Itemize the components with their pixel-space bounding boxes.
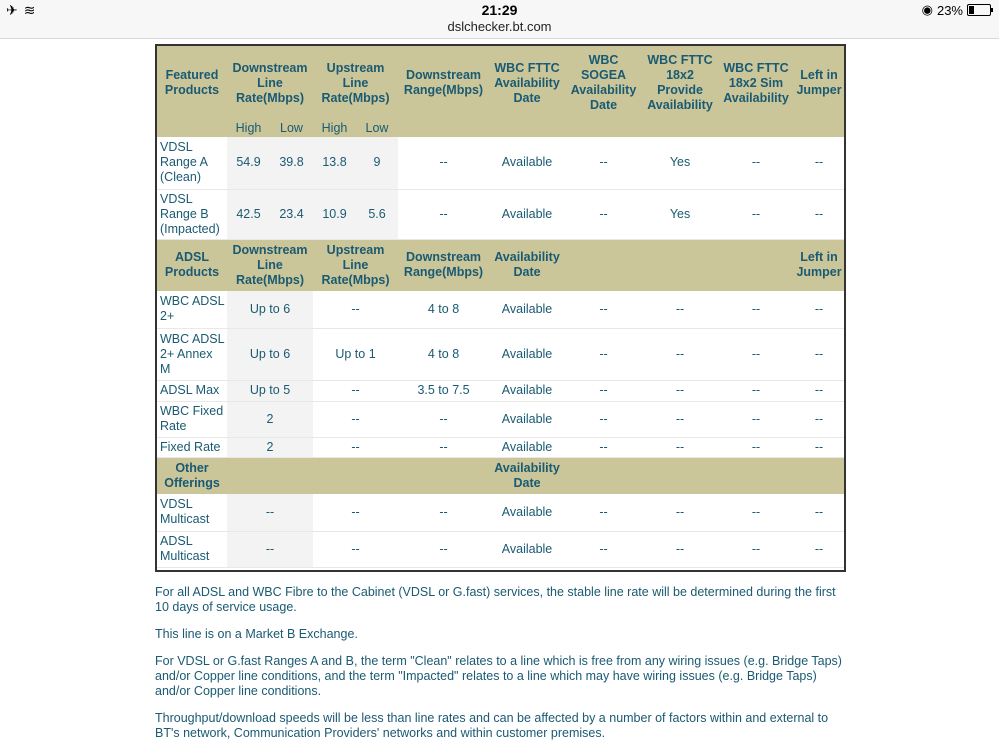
- adsl-products-header: ADSL Products: [157, 239, 227, 291]
- downstream-range-header: Downstream Range(Mbps): [398, 46, 489, 120]
- cell: --: [794, 401, 844, 437]
- cell: --: [313, 531, 398, 567]
- cell: --: [565, 189, 642, 239]
- cell: --: [642, 401, 718, 437]
- product-name: VDSL Range A (Clean): [157, 137, 227, 189]
- cell: 13.8: [313, 137, 356, 189]
- upstream-rate-header: Upstream Line Rate(Mbps): [313, 46, 398, 120]
- fttc-18x2-sim-header: WBC FTTC 18x2 Sim Availability: [718, 46, 794, 120]
- product-name: ADSL Multicast: [157, 531, 227, 567]
- cell: --: [398, 494, 489, 531]
- cell: --: [398, 401, 489, 437]
- cell: 4 to 8: [398, 291, 489, 328]
- product-name: WBC ADSL 2+ Annex M: [157, 328, 227, 380]
- cell: --: [227, 531, 313, 567]
- cell: Up to 6: [227, 328, 313, 380]
- featured-header-row: [157, 46, 844, 120]
- sub-low: Low: [356, 120, 398, 137]
- cell: --: [565, 531, 642, 567]
- cell: Yes: [642, 137, 718, 189]
- cell: --: [565, 494, 642, 531]
- cell: --: [794, 494, 844, 531]
- cell: Available: [489, 328, 565, 380]
- cell: --: [718, 291, 794, 328]
- cell: --: [313, 291, 398, 328]
- availability-table: [155, 44, 846, 572]
- cell: Available: [489, 380, 565, 401]
- sub-high: High: [227, 120, 270, 137]
- battery-icon: [967, 4, 991, 16]
- downstream-rate-header: Downstream Line Rate(Mbps): [227, 239, 313, 291]
- product-name: WBC ADSL 2+: [157, 291, 227, 328]
- rotation-lock-icon: ◉: [921, 2, 933, 17]
- other-offerings-header: Other Offerings: [157, 457, 227, 494]
- cell: --: [398, 137, 489, 189]
- cell: --: [794, 291, 844, 328]
- product-name: Fixed Rate: [157, 437, 227, 457]
- other-header-row: [157, 457, 844, 494]
- cell: 5.6: [356, 189, 398, 239]
- cell: 4 to 8: [398, 328, 489, 380]
- cell: --: [718, 437, 794, 457]
- upstream-rate-header: Upstream Line Rate(Mbps): [313, 239, 398, 291]
- availability-date-header: Availability Date: [489, 457, 565, 494]
- sub-high: High: [313, 120, 356, 137]
- table-row: [157, 401, 844, 437]
- downstream-range-header: Downstream Range(Mbps): [398, 239, 489, 291]
- cell: 2: [227, 437, 313, 457]
- cell: --: [718, 189, 794, 239]
- product-name: ADSL Max: [157, 380, 227, 401]
- cell: --: [227, 494, 313, 531]
- cell: --: [565, 328, 642, 380]
- fttc-availability-header: WBC FTTC Availability Date: [489, 46, 565, 120]
- cell: --: [313, 401, 398, 437]
- wifi-icon: ≋: [23, 2, 36, 18]
- product-name: WBC Fixed Rate: [157, 401, 227, 437]
- cell: --: [313, 380, 398, 401]
- cell: --: [718, 531, 794, 567]
- cell: --: [565, 137, 642, 189]
- cell: --: [794, 189, 844, 239]
- availability-date-header: Availability Date: [489, 239, 565, 291]
- notes-section: [155, 585, 845, 753]
- cell: Available: [489, 494, 565, 531]
- cell: --: [794, 328, 844, 380]
- blank-header: [565, 239, 794, 291]
- cell: --: [718, 328, 794, 380]
- table-row: [157, 437, 844, 457]
- cell: --: [565, 401, 642, 437]
- cell: --: [642, 494, 718, 531]
- cell: --: [718, 494, 794, 531]
- cell: Available: [489, 401, 565, 437]
- cell: --: [642, 531, 718, 567]
- table-row: [157, 531, 844, 567]
- cell: Up to 5: [227, 380, 313, 401]
- cell: --: [642, 328, 718, 380]
- battery-fill: [969, 6, 974, 14]
- cell: Available: [489, 137, 565, 189]
- product-name: VDSL Range B (Impacted): [157, 189, 227, 239]
- product-name: VDSL Multicast: [157, 494, 227, 531]
- cell: Up to 1: [313, 328, 398, 380]
- cell: --: [718, 137, 794, 189]
- airplane-icon: ✈: [6, 2, 18, 18]
- table-row: [157, 380, 844, 401]
- cell: --: [313, 437, 398, 457]
- note-paragraph: For VDSL or G.fast Ranges A and B, the term "Clean" relates to a line which is free from any wiring issues (e.g. Bridge Taps) and/or Copper line conditions, and the term "Impacted" relates to a line which may have wiring issues (e.g. Bridge Taps) and/or Copper line conditions.: [155, 654, 842, 698]
- cell: --: [313, 494, 398, 531]
- cell: --: [565, 380, 642, 401]
- adsl-header-row: [157, 239, 844, 291]
- table-row: [157, 328, 844, 380]
- blank-cell: [157, 120, 227, 137]
- cell: --: [794, 437, 844, 457]
- cell: 2: [227, 401, 313, 437]
- cell: 23.4: [270, 189, 313, 239]
- cell: --: [794, 380, 844, 401]
- cell: Available: [489, 437, 565, 457]
- featured-subheader-row: [157, 120, 844, 137]
- cell: --: [794, 137, 844, 189]
- note-paragraph: For all ADSL and WBC Fibre to the Cabinet (VDSL or G.fast) services, the stable line rate will be determined during the first 10 days of service usage.: [155, 585, 836, 614]
- table-row: [157, 494, 844, 531]
- status-right-icons: [922, 2, 991, 18]
- cell: 3.5 to 7.5: [398, 380, 489, 401]
- cell: Available: [489, 189, 565, 239]
- blank-cell: [398, 120, 844, 137]
- cell: 54.9: [227, 137, 270, 189]
- cell: Yes: [642, 189, 718, 239]
- sub-low: Low: [270, 120, 313, 137]
- cell: 9: [356, 137, 398, 189]
- cell: 10.9: [313, 189, 356, 239]
- table-row: [157, 291, 844, 328]
- table-row: [157, 189, 844, 239]
- cell: --: [398, 531, 489, 567]
- fttc-18x2-provide-header: WBC FTTC 18x2 Provide Availability: [642, 46, 718, 120]
- cell: --: [718, 380, 794, 401]
- cell: --: [642, 291, 718, 328]
- cell: --: [642, 380, 718, 401]
- blank-header: [227, 457, 489, 494]
- left-in-jumper-header: Left in Jumper: [794, 46, 844, 120]
- featured-products-header: Featured Products: [157, 46, 227, 120]
- status-bar: [0, 0, 999, 39]
- cell: --: [642, 437, 718, 457]
- sogea-availability-header: WBC SOGEA Availability Date: [565, 46, 642, 120]
- cell: 42.5: [227, 189, 270, 239]
- left-in-jumper-header: Left in Jumper: [794, 239, 844, 291]
- cell: Up to 6: [227, 291, 313, 328]
- cell: 39.8: [270, 137, 313, 189]
- status-time: 21:29: [481, 2, 518, 18]
- cell: --: [794, 531, 844, 567]
- table-row: [157, 137, 844, 189]
- note-paragraph: Throughput/download speeds will be less than line rates and can be affected by a number of factors within and external to BT's network, Communication Providers' networks and within customer premises.: [155, 711, 829, 740]
- cell: --: [565, 437, 642, 457]
- note-paragraph: This line is on a Market B Exchange.: [155, 627, 358, 641]
- cell: Available: [489, 291, 565, 328]
- cell: Available: [489, 531, 565, 567]
- blank-header: [565, 457, 844, 494]
- cell: --: [718, 401, 794, 437]
- address-url[interactable]: dslchecker.bt.com: [447, 19, 552, 34]
- battery-percent: 23%: [936, 2, 963, 18]
- cell: --: [565, 291, 642, 328]
- cell: --: [398, 189, 489, 239]
- downstream-rate-header: Downstream Line Rate(Mbps): [227, 46, 313, 120]
- cell: --: [398, 437, 489, 457]
